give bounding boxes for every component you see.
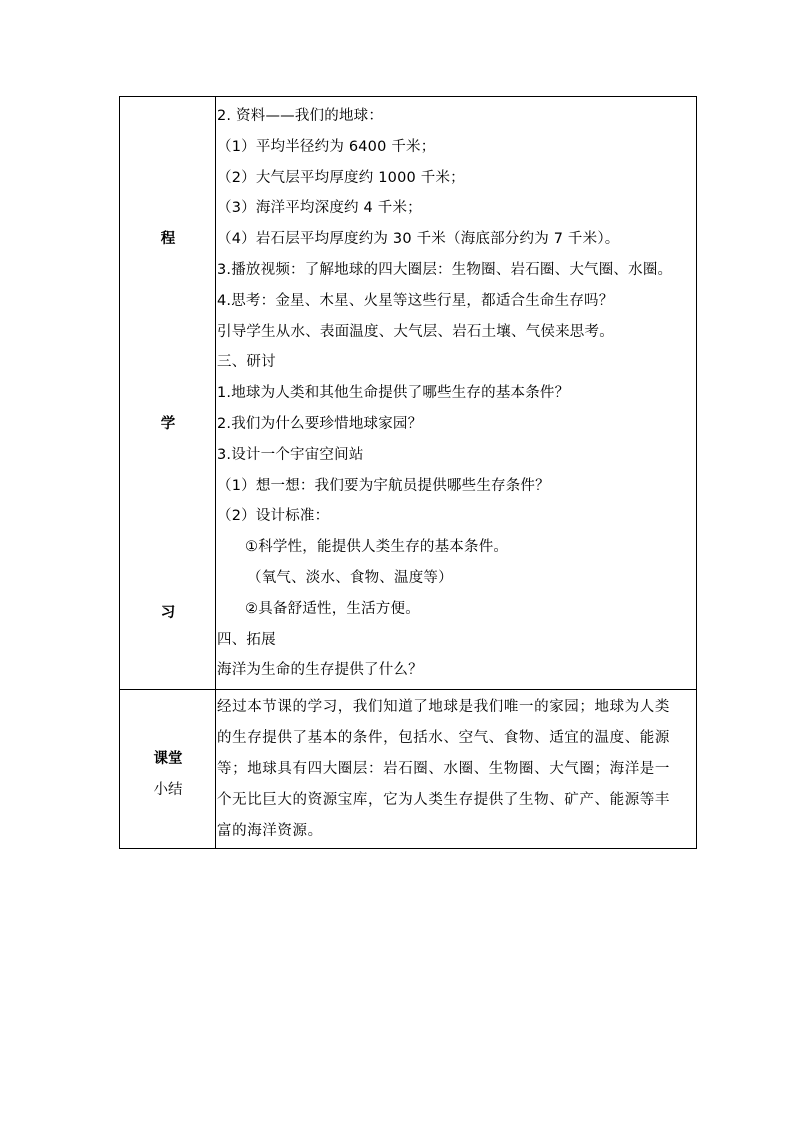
side-label-xue: 学 (160, 416, 176, 432)
standard-comfort: ②具备舒适性，生活方便。 (245, 600, 420, 617)
lesson-plan-table (119, 96, 697, 849)
process-row (120, 97, 697, 690)
extension-heading: 四、拓展 (217, 631, 276, 648)
summary-line-3: 等；地球具有四大圈层：岩石圈、水圈、生物圈、大气圈；海洋是一 (217, 761, 670, 777)
process-content-cell (216, 97, 697, 690)
side-label-cheng: 程 (160, 231, 176, 247)
summary-content-cell (216, 690, 697, 849)
summary-line-2: 的生存提供了基本的条件，包括水、空气、食物、适宜的温度、能源 (217, 730, 670, 746)
side-label-xi: 习 (160, 605, 176, 621)
video-step: 3.播放视频：了解地球的四大圈层：生物圈、岩石圈、大气圈、水圈。 (217, 261, 673, 278)
summary-line-5: 富的海洋资源。 (217, 823, 323, 839)
material-item-1: （1）平均半径约为 6400 千米； (217, 138, 436, 155)
summary-label-line2: 小结 (153, 782, 183, 798)
summary-line-4: 个无比巨大的资源宝库，它为人类生存提供了生物、矿产、能源等丰 (217, 792, 670, 808)
material-item-4: （4）岩石层平均厚度约为 30 千米（海底部分约为 7 千米）。 (217, 231, 620, 248)
guide-line: 引导学生从水、表面温度、大气层、岩石土壤、气侯来思考。 (217, 323, 614, 340)
summary-label-line1: 课堂 (153, 751, 183, 767)
discussion-heading: 三、研讨 (217, 354, 276, 371)
standard-scientific: ①科学性，能提供人类生存的基本条件。 (245, 539, 509, 556)
summary-row (120, 690, 697, 849)
process-label-cell (120, 97, 216, 690)
discussion-q3: 3.设计一个宇宙空间站 (217, 446, 364, 463)
standard-scientific-detail: （氧气、淡水、食物、温度等） (247, 569, 453, 586)
think-step: 4.思考：金星、木星、火星等这些行星，都适合生命生存吗？ (217, 292, 614, 309)
material-heading: 2. 资料——我们的地球： (217, 108, 384, 124)
discussion-q2: 2.我们为什么要珍惜地球家园？ (217, 415, 423, 432)
summary-line-1: 经过本节课的学习，我们知道了地球是我们唯一的家园；地球为人类 (217, 699, 670, 715)
extension-question: 海洋为生命的生存提供了什么？ (217, 662, 423, 679)
material-item-2: （2）大气层平均厚度约 1000 千米； (217, 169, 465, 186)
summary-label (120, 744, 216, 806)
summary-label-cell (120, 690, 216, 849)
discussion-q1: 1.地球为人类和其他生命提供了哪些生存的基本条件？ (217, 385, 570, 402)
design-standard: （2）设计标准： (217, 508, 330, 525)
material-item-3: （3）海洋平均深度约 4 千米； (217, 200, 422, 217)
design-think: （1）想一想：我们要为宇航员提供哪些生存条件？ (217, 477, 550, 494)
